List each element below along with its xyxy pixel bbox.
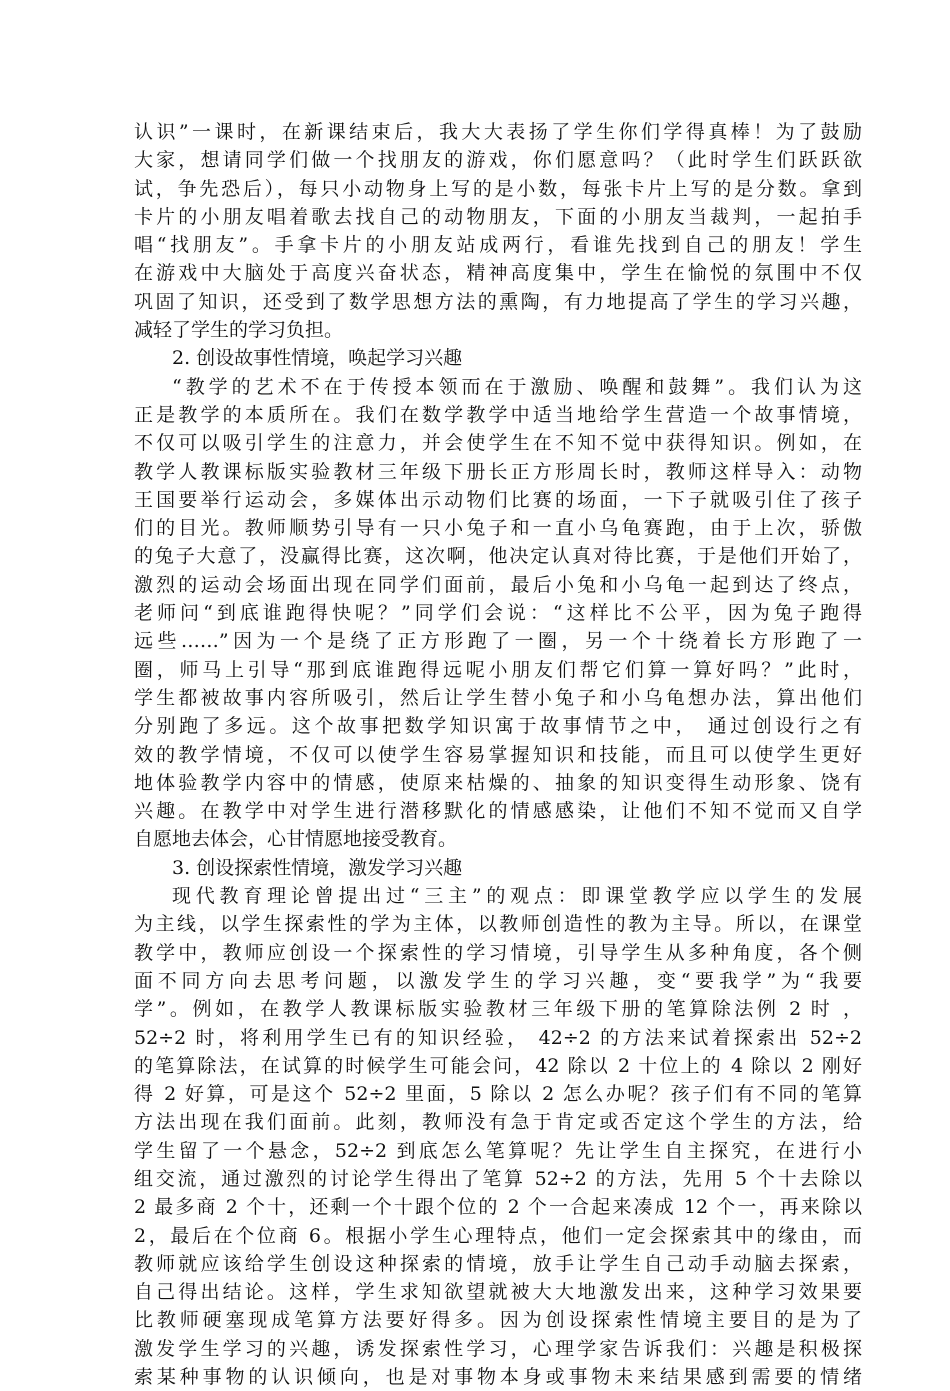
text-line: 试，争先恐后），每只小动物身上写的是小数，每张卡片上写的是分数。拿到	[134, 177, 862, 200]
text-line: 远些……”因为一个是绕了正方形跑了一圈，另一个十绕着长方形跑了一	[134, 630, 862, 653]
paragraph-exploration-situation	[134, 882, 862, 1391]
text-line: 不仅可以吸引学生的注意力，并会使学生在不知不觉中获得知识。例如，在	[134, 432, 862, 455]
text-line: 认识”一课时，在新课结束后，我大大表扬了学生你们学得真棒！为了鼓励	[134, 121, 862, 143]
text-line: 得 2 好算，可是这个 52÷2 里面，5 除以 2 怎么办呢？孩子们有不同的笔算	[134, 1083, 862, 1106]
text-line: 自愿地去体会，心甘情愿地接受教育。	[134, 828, 458, 851]
section-heading-exploration-situation: 3. 创设探索性情境，激发学习兴趣	[172, 856, 463, 879]
text-line: 激发学生学习的兴趣，诱发探索性学习，心理学家告诉我们：兴趣是积极探	[134, 1337, 862, 1360]
text-line: 比教师硬塞现成笔算方法要好得多。因为创设探索性情境主要目的是为了	[134, 1309, 862, 1332]
text-line: 王国要举行运动会，多媒体出示动物们比赛的场面，一下子就吸引住了孩子	[134, 488, 862, 511]
text-line: 激烈的运动会场面出现在同学们面前，最后小兔和小乌龟一起到达了终点，	[134, 573, 862, 596]
text-line: 学生留了一个悬念，52÷2 到底怎么笔算呢？先让学生自主探究，在进行小	[134, 1139, 862, 1162]
text-line: 卡片的小朋友唱着歌去找自己的动物朋友，下面的小朋友当裁判，一起拍手	[134, 205, 862, 228]
text-line: 圈，师马上引导“那到底谁跑得远呢小朋友们帮它们算一算好吗？”此时，	[134, 658, 862, 681]
text-line: 在游戏中大脑处于高度兴奋状态，精神高度集中，学生在愉悦的氛围中不仅	[134, 262, 862, 285]
text-line: 面不同方向去思考问题，以激发学生的学习兴趣，变“要我学”为“我要	[134, 969, 862, 992]
text-line: 2 最多商 2 个十，还剩一个十跟个位的 2 个一合起来凑成 12 个一，再来除以	[134, 1196, 862, 1219]
text-line: 兴趣。在教学中对学生进行潜移默化的情感感染，让他们不知不觉而又自学	[134, 800, 862, 823]
text-line: 正是教学的本质所在。我们在数学教学中适当地给学生营造一个故事情境，	[134, 403, 862, 426]
text-line: 组交流，通过激烈的讨论学生得出了笔算 52÷2 的方法，先用 5 个十去除以	[134, 1167, 862, 1190]
text-line: 地体验教学内容中的情感，使原来枯燥的、抽象的知识变得生动形象、饶有	[134, 771, 862, 794]
text-line: 为主线，以学生探索性的学为主体，以教师创造性的教为主导。所以，在课堂	[134, 913, 862, 936]
text-line: 们的目光。教师顺势引导有一只小兔子和一直小乌龟赛跑，由于上次，骄傲	[134, 517, 862, 540]
text-line: 减轻了学生的学习负担。	[134, 319, 344, 342]
text-line: 自己得出结论。这样，学生求知欲望就被大大地激发出来，这种学习效果要	[134, 1281, 862, 1304]
text-line: 教学人教课标版实验教材三年级下册长正方形周长时，教师这样导入：动物	[134, 460, 862, 483]
text-line: 学”。例如，在教学人教课标版实验教材三年级下册的笔算除法例 2 时 ，	[134, 998, 862, 1021]
text-line: 大家，想请同学们做一个找朋友的游戏，你们愿意吗？（此时学生们跃跃欲	[134, 149, 862, 172]
text-line: 教学中，教师应创设一个探索性的学习情境，引导学生从多种角度，各个侧	[134, 941, 862, 964]
text-line: 教师就应该给学生创设这种探索的情境，放手让学生自己动手动脑去探索，	[134, 1252, 862, 1275]
text-line: 索某种事物的认识倾向，也是对事物本身或事物未来结果感到需要的情绪	[134, 1366, 862, 1389]
text-line: “教学的艺术不在于传授本领而在于激励、唤醒和鼓舞”。我们认为这	[172, 375, 862, 398]
text-line: 效的教学情境，不仅可以使学生容易掌握知识和技能，而且可以使学生更好	[134, 743, 862, 766]
paragraph-game-activity	[134, 118, 862, 344]
paragraph-story-situation	[134, 373, 862, 854]
text-line: 52÷2 时，将利用学生已有的知识经验， 42÷2 的方法来试着探索出 52÷2	[134, 1026, 862, 1049]
text-line: 2，最后在个位商 6。根据小学生心理特点，他们一定会探索其中的缘由，而	[134, 1224, 862, 1247]
text-line: 分别跑了多远。这个故事把数学知识寓于故事情节之中， 通过创设行之有	[134, 715, 862, 738]
text-line: 唱“找朋友”。手拿卡片的小朋友站成两行，看谁先找到自己的朋友！学生	[134, 234, 862, 257]
document-page	[134, 118, 862, 1391]
section-heading-story-situation: 2. 创设故事性情境，唤起学习兴趣	[172, 347, 463, 370]
text-line: 现代教育理论曾提出过“三主”的观点：即课堂教学应以学生的发展	[172, 885, 862, 908]
text-line: 的兔子大意了，没赢得比赛，这次啊，他决定认真对待比赛，于是他们开始了，	[134, 545, 862, 568]
text-line: 方法出现在我们面前。此刻，教师没有急于肯定或否定这个学生的方法，给	[134, 1111, 862, 1134]
text-line: 巩固了知识，还受到了数学思想方法的熏陶，有力地提高了学生的学习兴趣，	[134, 290, 862, 313]
text-line: 老师问“到底谁跑得快呢？”同学们会说：“这样比不公平，因为兔子跑得	[134, 602, 862, 625]
text-line: 的笔算除法，在试算的时候学生可能会问，42 除以 2 十位上的 4 除以 2 刚好	[134, 1054, 862, 1077]
text-line: 学生都被故事内容所吸引，然后让学生替小兔子和小乌龟想办法，算出他们	[134, 686, 862, 709]
